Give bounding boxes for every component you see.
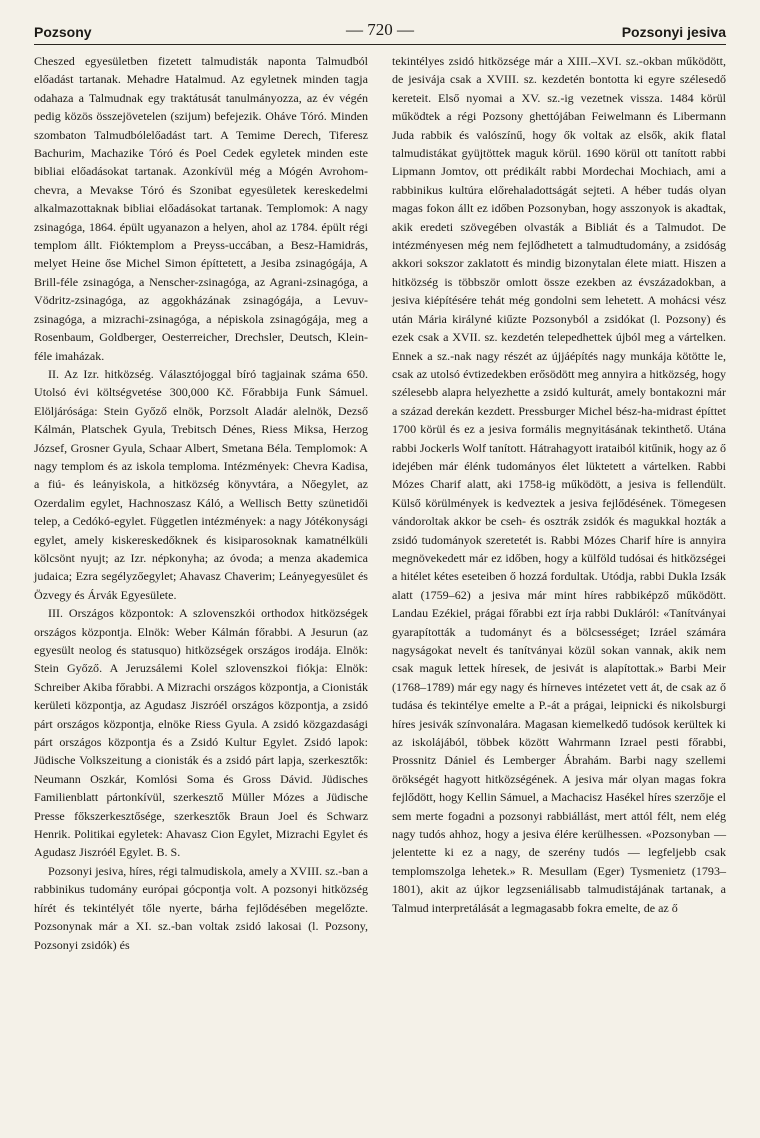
left-column bbox=[34, 52, 368, 954]
paragraph: tekintélyes zsidó hitközsége már a XIII.–XVI. sz.-okban működött, de jesivája csak a XVIII. sz. kezdetén bontotta ki egyre szélesedő kereteit. Első nyomai a XV. sz.-ig vezetnek vissza. 1484 körül működtek a régi Pozsony ghettójában Feiwelmann és Libermann Juda rabbik és valószínű, hogy ők voltak az elsők, akik flatal talmudistákat gyüjtöttek maguk körül. 1690 körül ott tanított rabbi Lipmann Jomtov, ott prédikált rabbi Mordechai Mochiach, ami a rabbinikus kultúra előrehaladottságát sejteti. A héber tudás olyan magas fokon állt ez időben Pozsonyban, hogy asszonyok is akadtak, akik eredeti szövegében olvasták a Bibliát és a Talmudot. De intézményesen még nem fejlődhetett a talmudtudomány, a zsidóság akkori sokszor zaklatott és mindig bizonytalan élete miatt. Hiszen a hitközség is többször omlott össze ezekben az évszázadokban, a jesiva kiépítésére tehát még gondolni sem lehetett. A mohácsi vész után Mária királyné kiűzte Pozsonyból a zsidókat (l. Pozsony) és ezek csak a XVII. sz. kezdetén telepedhettek újból meg a vártelken. Ennek a sz.-nak nagy részét az újjáépítés nagy munkája kötötte le, csak az utolsó évtizedekben erősödött meg annyira a hitközség, hogy szélesebb alapra helyezhette a zsidó kulturát, amely bontakozni már a század derekán kezdett. Pressburger Michel bész-ha-midrast építtet 1700 körül és ez a jesiva formális megnyitásának tekinthető. Utána rabbi Jockerls Wolf tanított. Hátrahagyott irataiból kitűnik, hogy az ő idejében már élénk tudományos élet lüktetett a vártelken. Rabbi Mózes Charif alatt, aki 1758-ig működött, a jesiva is fellendült. Külső körülmények is kedveztek a jesiva fejlődésének. Tömegesen vándoroltak akkor be cseh- és osztrák zsidók és magukkal hozták a zsidó tudományok szeretetét is. Rabbi Mózes Charif híre is annyira megnövekedett már ez időben, hogy a külföld tudósai és hitközségei a hitélet kétes eseteiben ő hozzá fordultak. Utódja, rabbi Dukla Izsák alatt (1759–62) a jesiva már mint híres rabbiképző működött. Landau Ezékiel, prágai főrabbi ezt írja rabbi Dukláról: «Tanítványai gyarapították a tudományt és a bölcsességet; Izráel számára nagyságokat nevelt és tanítványai közül sokan vannak, akik nem csak maguk lettek híresek, de jesivát is alapítottak.» Barbi Meir (1768–1789) már egy nagy és hírneves intézetet vett át, de csak az ő tudása és tekintélye emelte a P.-át a prágai, leipnicki és nikolsburgi híres jesivák színvonalára. Magasan kiemelkedő tudósok kerültek ki az iskolájából, többek között Wahrmann Izrael pesti főrabbi, Prossnitz Dániel és Lemberger Ábrahám. Barbi nagy szellemi örökségét hagyott hitközségének. A jesiva már olyan magas fokra fejlődött, hogy Kellin Sámuel, a Machacisz Hasékel híres szerzője el sem merte fogadni a pozsonyi rabbiállást, mert attól félt, nem elég nagy tudós ahhoz, hogy a jesiva élére kerülhessen. «Pozsonyban — jelentette ki ez a nagy, de szerény tudós — legfeljebb csak templomszolga lehetek.» R. Mesullam (Eger) Tysmenietz (1793–1801), akit az újkor legzseniálisabb talmudistájának tartanak, a Talmud interpretálását a legmagasabb fokra emelte, de az ő bbox=[392, 54, 726, 915]
right-column bbox=[392, 52, 726, 917]
paragraph: II. Az Izr. hitközség. Választójoggal bíró tagjainak száma 650. Utolsó évi költségvetése 300,000 Kč. Főrabbija Funk Sámuel. Elöljárósága: Stein Győző elnök, Porzsolt Aladár alelnök, Dezső Kálmán, Platschek Gyula, Trebitsch Dénes, Riess Miksa, Herzog József, Grosner Gyula, Schaar Albert, Smetana Béla. Templomok: A nagy templom és az iskola temploma. Intézmények: Chevra Kadisa, a fiú- és leányiskola, a hitközség könyvtára, a Nőegylet, az Ozerdalim egylet, Hachnoszasz Káló, a Wellisch Betty szünetidői telep, a Cedókó-egylet. Független intézmények: a nagy Jótékonysági egylet, amely kiskereskedőknek és kisiparosoknak kamatnélküli kölcsönt nyujt; az Izr. népkonyha; az óvoda; a menza akademica judaica; Ezra segélyzőegylet; Ahavasz Chaverim; Leányegyesület és Özvegy és Árvák Egyesülete. bbox=[34, 366, 368, 602]
page-number: — 720 — bbox=[346, 20, 414, 39]
paragraph: Cheszed egyesületben fizetett talmudisták naponta Talmudból előadást tartanak. Mehadre Hatalmud. Az egyletnek minden tagja odahaza a Talmudnak egy traktátusát tanulmányozza, az év végén pedig közös összejövetelen (szijum) befejezik. Oháve Tóró. Minden szombaton Talmudbólelőadást tart. A Temime Derech, Tiferesz Bachurim, Machazike Tóró és Poel Cedek egyletek minden este bibliai előadásokat tartanak. Azonkívül még a Mógén Avrohom-chevra, a Mevakse Tóró és Szonibat egyesületek kereskedelmi alkalmazottaknak bibliai előadásokat tartanak. Templomok: A nagy zsinagóga, 1864. épült ugyanazon a helyen, ahol az 1784. épült régi templom állt. Fióktemplom a Preyss-uccában, a Besz-Hamidrás, melyet Heine őse Michel Simon építtetett, a Jesiba zsinagógája, A Brill-féle zsinagóga, a Nenscher-zsinagóga, az Agrani-zsinagóga, a Vödritz-zsinagóga, az aggokházának zsinagógája, a Levuv-zsinagóga, a mizrachi-zsinagóga, a népiskola zsinagógája, meg a Rosenbaum, Goldberger, Oesterreicher, Drechsler, Deutsch, Klein-féle imaházak. bbox=[34, 54, 368, 363]
article-heading-paragraph: Pozsonyi jesiva, híres, régi talmudiskola, amely a XVIII. sz.-ban a rabbinikus tudomány európai gócpontja volt. A pozsonyi hitközség hírét és tekintélyét tőle nyerte, bárha fejlődésében megelőzte. Pozsonynak már a XI. sz.-ban voltak zsidó lakosai (l. Pozsony, Pozsonyi zsidók) és bbox=[34, 863, 368, 952]
paragraph: III. Országos központok: A szlovenszkói orthodox hitközségek országos központja. Elnök: Weber Kálmán főrabbi. A Jesurun (az egyesült neolog és statusquo) hitközségek országos irodája. Elnök: Stein Győző. A Jeruzsálemi Kolel szlovenszkoi fiókja: Elnök: Schreiber Akiba főrabbi. A Mizrachi országos központja, a Cionisták kerületi központja, az Agudasz Jiszróél országos központja, a zsidó párt országos központja, elnöke Riess Gyula. A zsidó közgazdasági párt országos központja és a Zsidó Kultur Egylet. Zsidó lapok: Jüdische Volkszeitung a cionisták és a zsidó párt lapja, szerkesztők: Neumann Oszkár, Komlósi Soma és Gross Dávid. Jüdisches Familienblatt pártonkívül, szerkesztő Müller Mózes a Jüdische Presse főkszerkesztősége, szerkesztők Braun Joel és Schwarz Henrik. Politikai egyletek: Ahavasz Cion Egylet, Mizrachi Egylet és Agudasz Jiszróél Egylet. B. S. bbox=[34, 606, 368, 860]
header-left-keyword: Pozsony bbox=[34, 24, 92, 40]
running-header bbox=[34, 14, 726, 45]
header-right-keyword: Pozsonyi jesiva bbox=[621, 24, 726, 40]
